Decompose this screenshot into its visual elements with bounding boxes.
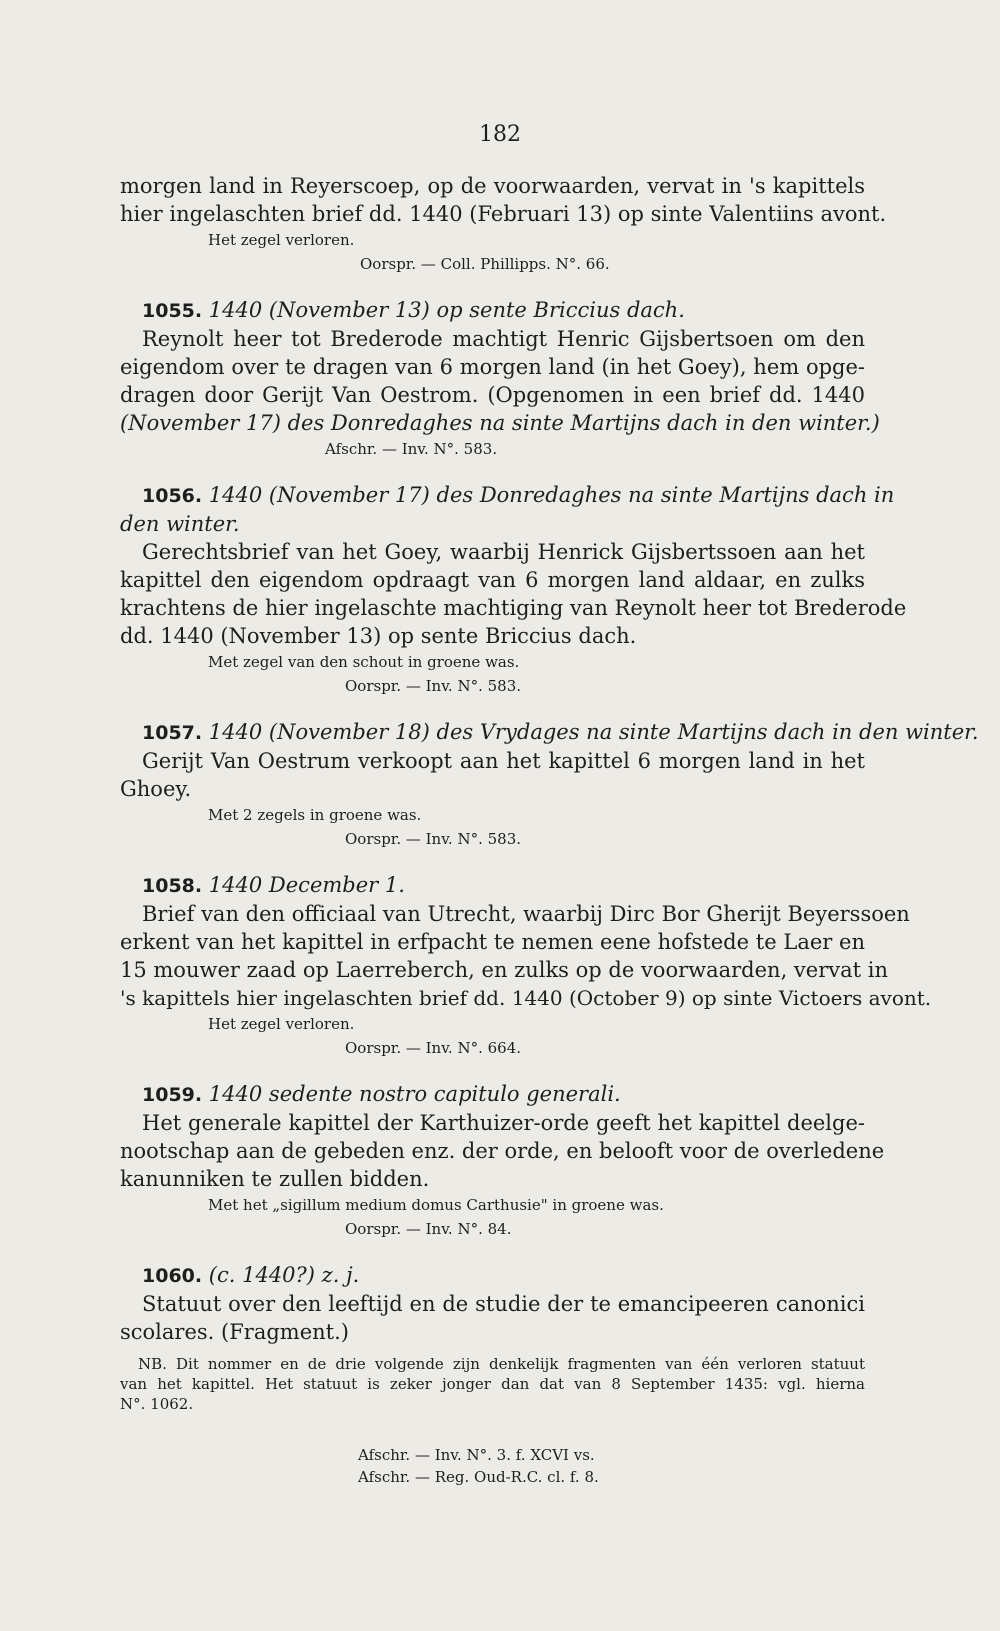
entry-number: 1059. xyxy=(142,1084,203,1106)
nota-bene-line: NB. Dit nommer en de drie volgende zijn denkelijk fragmenten van één verloren statuut xyxy=(138,1355,865,1373)
page-body xyxy=(120,172,979,1488)
entry-heading xyxy=(120,718,979,747)
source-reference: Afschr. — Inv. N°. 583. xyxy=(325,440,498,458)
seal-note: Het zegel verloren. xyxy=(208,1015,355,1033)
nota-bene-line: N°. 1062. xyxy=(120,1395,194,1413)
source-reference: Oorspr. — Coll. Phillipps. N°. 66. xyxy=(360,255,610,273)
entry-heading xyxy=(120,296,865,325)
intro-line: morgen land in Reyerscoep, op de voorwaarden, vervat in 's kapittels xyxy=(120,174,865,198)
seal-note: Met het „sigillum medium domus Carthusie" in groene was. xyxy=(208,1196,664,1214)
nota-bene-line: van het kapittel. Het statuut is zeker jonger dan dat van 8 September 1435: vgl. hierna xyxy=(120,1375,865,1393)
entry-heading xyxy=(120,481,895,510)
page-number: 182 xyxy=(479,122,521,147)
entry-date: 1440 (November 17) des Donredaghes na sinte Martijns dach in xyxy=(208,483,895,507)
entry-number: 1057. xyxy=(142,722,203,744)
entry-heading xyxy=(120,1261,865,1290)
entry-number: 1058. xyxy=(142,875,203,897)
source-reference: Oorspr. — Inv. N°. 84. xyxy=(345,1220,512,1238)
entry-heading-cont: den winter. xyxy=(120,512,240,536)
entry-date: 1440 (November 13) op sente Briccius dach. xyxy=(208,298,685,322)
seal-note: Met zegel van den schout in groene was. xyxy=(208,653,520,671)
entry-text-line: (November 17) des Donredaghes na sinte Martijns dach in den winter.) xyxy=(120,411,880,435)
source-reference: Afschr. — Reg. Oud-R.C. cl. f. 8. xyxy=(358,1468,599,1486)
entry-text-line: kanunniken te zullen bidden. xyxy=(120,1167,430,1191)
entry-1058 xyxy=(120,871,932,1060)
source-reference: Oorspr. — Inv. N°. 583. xyxy=(345,677,522,695)
entry-number: 1060. xyxy=(142,1265,203,1287)
entry-text-line: scolares. (Fragment.) xyxy=(120,1320,349,1344)
entry-text-line: Brief van den officiaal van Utrecht, waarbij Dirc Bor Gherijt Beyerssoen xyxy=(142,902,910,926)
entry-text-line: Gerijt Van Oestrum verkoopt aan het kapittel 6 morgen land in het xyxy=(142,749,865,773)
source-reference: Oorspr. — Inv. N°. 583. xyxy=(345,830,522,848)
intro-line: hier ingelaschten brief dd. 1440 (Februari 13) op sinte Valentiins avont. xyxy=(120,202,887,226)
entry-heading xyxy=(120,1080,865,1109)
entry-date: 1440 sedente nostro capitulo generali. xyxy=(208,1082,621,1106)
entry-1060 xyxy=(120,1261,865,1488)
entry-text-line: dragen door Gerijt Van Oestrom. (Opgenomen in een brief dd. 1440 xyxy=(120,383,865,407)
entry-text-line: eigendom over te dragen van 6 morgen land (in het Goey), hem opge- xyxy=(120,355,865,379)
entry-text-line: erkent van het kapittel in erfpacht te nemen eene hofstede te Laer en xyxy=(120,930,865,954)
entry-text-line: kapittel den eigendom opdraagt van 6 morgen land aldaar, en zulks xyxy=(120,568,865,592)
entry-text-line: krachtens de hier ingelaschte machtiging van Reynolt heer tot Brederode xyxy=(120,596,907,620)
source-reference: Afschr. — Inv. N°. 3. f. XCVI vs. xyxy=(358,1446,595,1464)
intro-continuation xyxy=(120,172,887,276)
entry-text-line: Gerechtsbrief van het Goey, waarbij Henrick Gijsbertssoen aan het xyxy=(142,540,865,564)
seal-note: Met 2 zegels in groene was. xyxy=(208,806,422,824)
entry-date: (c. 1440?) z. j. xyxy=(208,1263,360,1287)
entry-1055 xyxy=(120,296,880,461)
entry-heading xyxy=(120,871,865,900)
entry-text-line: nootschap aan de gebeden enz. der orde, en belooft voor de overledene xyxy=(120,1139,885,1163)
entry-text-line: Het generale kapittel der Karthuizer-orde geeft het kapittel deelge- xyxy=(142,1111,865,1135)
entry-text-line: Statuut over den leeftijd en de studie der te emancipeeren canonici xyxy=(142,1292,865,1316)
source-reference: Oorspr. — Inv. N°. 664. xyxy=(345,1039,522,1057)
entry-text-line: Ghoey. xyxy=(120,777,192,801)
entry-1057 xyxy=(120,718,979,851)
seal-note: Het zegel verloren. xyxy=(208,231,355,249)
entry-text-line: 15 mouwer zaad op Laerreberch, en zulks op de voorwaarden, vervat in xyxy=(120,958,888,982)
entry-1056 xyxy=(120,481,907,698)
entry-1059 xyxy=(120,1080,885,1241)
entry-number: 1056. xyxy=(142,485,203,507)
entry-text-line: 's kapittels hier ingelaschten brief dd. 1440 (October 9) op sinte Victoers avont. xyxy=(120,986,932,1010)
entry-number: 1055. xyxy=(142,300,203,322)
entry-text-line: Reynolt heer tot Brederode machtigt Henric Gijsbertsoen om den xyxy=(142,327,865,351)
entry-date: 1440 (November 18) des Vrydages na sinte Martijns dach in den winter. xyxy=(208,720,979,744)
entry-text-line: dd. 1440 (November 13) op sente Briccius dach. xyxy=(120,624,637,648)
entry-date: 1440 December 1. xyxy=(208,873,405,897)
